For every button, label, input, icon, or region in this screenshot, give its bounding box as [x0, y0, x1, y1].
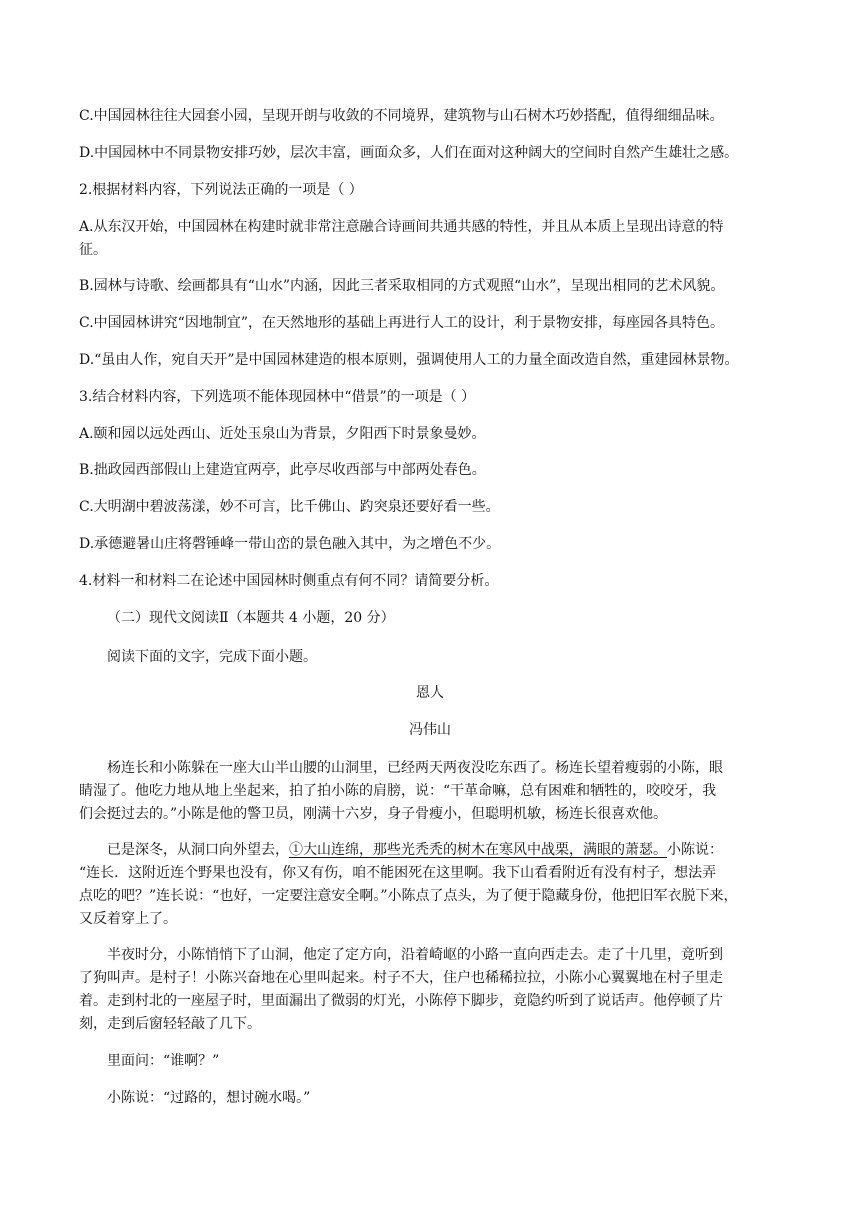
- paragraph-2-line-3: 点吃的吧？”连长说：“也好，一定要注意安全啊。”小陈点了点头，为了便于隐藏身份，他把旧军衣脱下来，: [79, 888, 738, 904]
- paragraph-2-line-1: [107, 838, 784, 862]
- paragraph-1-line-2: 睛湿了。他吃力地从地上坐起来，拍了拍小陈的肩膀，说：“干革命嘛，总有困难和牺牲的，咬咬牙，我: [79, 783, 717, 799]
- q2-option-b: B.园林与诗歌、绘画都具有“山水”内涵，因此三者采取相同的方式观照“山水”，呈现出相同的艺术风貌。: [79, 278, 725, 294]
- paragraph-2-line-2: “连长．这附近连个野果也没有，你又有伤，咱不能困死在这里啊。我下山看看附近有没有村子，想法弄: [79, 865, 717, 881]
- q2-option-c: C.中国园林讲究“因地制宜”，在天然地形的基础上再进行人工的设计，利于景物安排，每座园各具特色。: [79, 315, 724, 331]
- paragraph-1-line-3: 们会挺过去的。”小陈是他的警卫员，刚满十六岁，身子骨瘦小，但聪明机敏，杨连长很喜欢他。: [79, 806, 668, 822]
- story-author: 冯伟山: [409, 722, 451, 738]
- q1-option-d: D.中国园林中不同景物安排巧妙，层次丰富，画面众多，人们在面对这种阔大的空间时自然产生雄壮之感。: [79, 145, 739, 161]
- paragraph-3-line-1: 半夜时分，小陈悄悄下了山洞，他定了定方向，沿着崎岖的小路一直向西走去。走了十几里，竟听到: [107, 947, 723, 963]
- paragraph-5: 小陈说：“过路的，想讨碗水喝。”: [107, 1090, 311, 1106]
- paragraph-1-line-1: 杨连长和小陈躲在一座大山半山腰的山洞里，已经两天两夜没吃东西了。杨连长望着瘦弱的小陈，眼: [107, 760, 723, 776]
- underlined-sentence-1: ①大山连绵，那些光秃秃的树木在寒风中战栗，满眼的萧瑟。: [289, 842, 667, 858]
- q3-option-a: A.颐和园以远处西山、近处玉泉山为背景，夕阳西下时景象曼妙。: [79, 426, 486, 442]
- q3-option-b: B.拙政园西部假山上建造宜两亭，此亭尽收西部与中部两处春色。: [79, 462, 486, 478]
- section-heading: （二）现代文阅读Ⅱ（本题共 4 小题，20 分）: [107, 610, 395, 626]
- paragraph-3-line-2: 了狗叫声。是村子！小陈兴奋地在心里叫起来。村子不大，住户也稀稀拉拉，小陈小心翼翼地在村子里走: [79, 970, 723, 986]
- paragraph-3-line-3: 着。走到村北的一座屋子时，里面漏出了微弱的灯光，小陈停下脚步，竟隐约听到了说话声。他停顿了片: [79, 993, 723, 1009]
- q2-option-d: D.“虽由人作，宛自天开”是中国园林建造的根本原则，强调使用人工的力量全面改造自然，重建园林景物。: [79, 352, 739, 368]
- q2-option-a-line2: 征。: [79, 242, 107, 258]
- paragraph-4: 里面问：“谁啊？”: [107, 1053, 220, 1069]
- q3-option-d: D.承德避暑山庄将磬锤峰一带山峦的景色融入其中，为之增色不少。: [79, 536, 501, 552]
- paragraph-2-line-4: 又反着穿上了。: [79, 911, 177, 927]
- q3-stem: 3.结合材料内容，下列选项不能体现园林中“借景”的一项是（ ）: [79, 389, 476, 405]
- story-title: 恩人: [416, 685, 444, 701]
- q3-option-c: C.大明湖中碧波荡漾，妙不可言，比千佛山、趵突泉还要好看一些。: [79, 499, 500, 515]
- paragraph-2-prefix: 已是深冬，从洞口向外望去，: [107, 842, 289, 858]
- paragraph-2-suffix: 小陈说：: [667, 842, 723, 858]
- q1-option-c: C.中国园林往往大园套小园，呈现开朗与收敛的不同境界，建筑物与山石树木巧妙搭配，值得细细品味。: [79, 108, 724, 124]
- q2-stem: 2.根据材料内容，下列说法正确的一项是（ ）: [79, 182, 363, 198]
- q4-stem: 4.材料一和材料二在论述中国园林时侧重点有何不同？请简要分析。: [79, 573, 499, 589]
- q2-option-a-line1: A.从东汉开始，中国园林在构建时就非常注意融合诗画间共通共感的特性，并且从本质上呈现出诗意的特: [79, 219, 724, 235]
- section-instruction: 阅读下面的文字，完成下面小题。: [107, 649, 317, 665]
- paragraph-3-line-4: 刻，走到后窗轻轻敲了几下。: [79, 1016, 261, 1032]
